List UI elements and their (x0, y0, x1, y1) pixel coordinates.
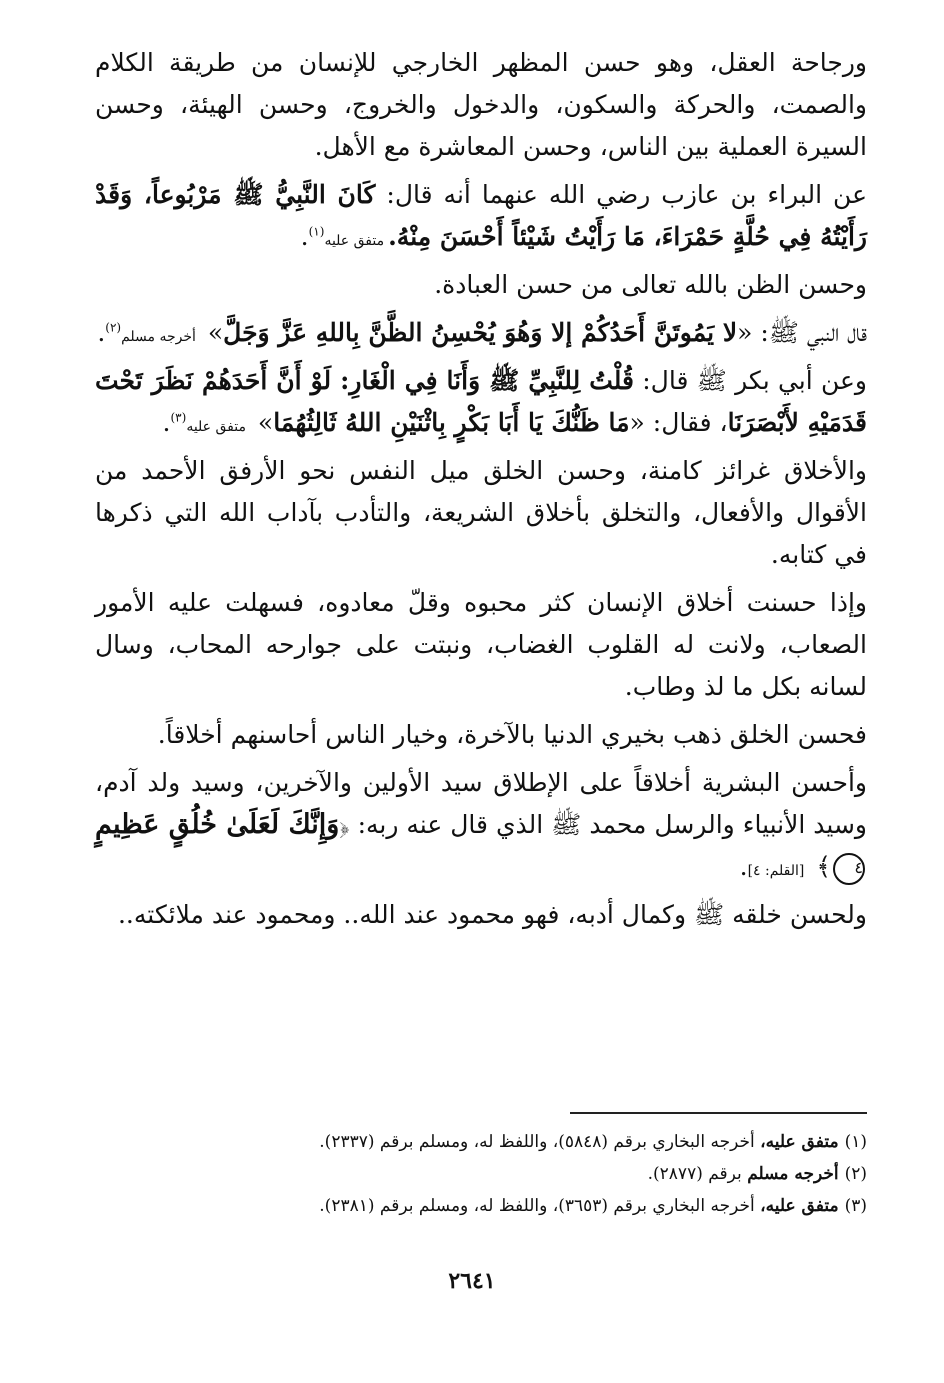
footnote-number: (٣) (844, 1196, 867, 1216)
footnote-text: برقم (٢٨٧٧). (647, 1164, 748, 1184)
citation: [القلم: ٤] (747, 863, 805, 879)
footnote-source: أخرجه مسلم (747, 1164, 839, 1184)
footnote-ref: (٢) (105, 320, 122, 335)
footnote-separator (570, 1112, 867, 1114)
paragraph (95, 714, 867, 756)
footnote-source: متفق عليه، (760, 1196, 839, 1216)
paragraph-text: وعن أبي بكر ﷺ قال: (634, 366, 867, 395)
footnote-ref: (٣) (170, 410, 187, 425)
paragraph-text: قال النبي ﷺ: « (737, 318, 867, 347)
paragraph-text: ﴾ (808, 852, 831, 881)
citation: أخرجه مسلم (121, 329, 196, 345)
footnote-source: متفق عليه، (760, 1132, 839, 1152)
footnote-text: أخرجه البخاري برقم (٣٦٥٣)، واللفظ له، ومسلم برقم (٢٣٨١). (319, 1196, 761, 1216)
paragraph-text: عن البراء بن عازب رضي الله عنهما أنه قال: (375, 180, 867, 209)
citation: متفق عليه (324, 233, 385, 249)
ayah-number-mark: ٤ (833, 853, 865, 885)
paragraph (95, 582, 867, 708)
footnote-text: أخرجه البخاري برقم (٥٨٤٨)، واللفظ له، ومسلم برقم (٢٣٣٧). (319, 1132, 761, 1152)
hadith-text: قُلْتُ لِلنَّبِيِّ ﷺ وَأَنَا فِي الْغَارِ: لَوْ أَنَّ أَحَدَهُمْ نَظَرَ تَحْتَ قَدَمَيْهِ لأَبْصَرَنَا (95, 366, 867, 437)
footnote-ref: (١) (308, 224, 325, 239)
page-number: ٢٦٤١ (448, 1268, 496, 1294)
quran-verse: وَإِنَّكَ لَعَلَىٰ خُلُقٍ عَظِيمٍ (95, 809, 340, 840)
footnote-number: (٢) (844, 1164, 867, 1184)
paragraph-text: . (739, 852, 748, 881)
paragraph-text: . (97, 318, 106, 347)
paragraph-text: والأخلاق غرائز كامنة، وحسن الخلق ميل النفس نحو الأرفق الأحمد من الأقوال والأفعال، والتخلق بأخلاق الشريعة، والتأدب بآداب الله التي ذكرها في كتابه. (95, 456, 867, 569)
paragraph (95, 174, 867, 258)
paragraph (95, 450, 867, 576)
footnote (95, 1127, 867, 1157)
paragraph-text: فحسن الخلق ذهب بخيري الدنيا بالآخرة، وخيار الناس أحاسنهم أخلاقاً. (157, 720, 867, 749)
paragraph-text: » (199, 318, 224, 347)
page-body (95, 42, 867, 942)
footnote (95, 1191, 867, 1221)
footnotes (95, 1127, 867, 1223)
paragraph (95, 312, 867, 354)
footnote-number: (١) (844, 1132, 867, 1152)
paragraph-text: وأحسن البشرية أخلاقاً على الإطلاق سيد الأولين والآخرين، وسيد ولد آدم، وسيد الأنبياء والرسل محمد ﷺ الذي قال عنه ربه: ﴿ (95, 768, 867, 839)
hadith-text: مَا ظَنُّكَ يَا أَبَا بَكْرٍ بِاثْنَيْنِ اللهُ ثَالِثُهُمَا (273, 408, 630, 437)
paragraph-text: ولحسن خلقه ﷺ وكمال أدبه، فهو محمود عند الله.. ومحمود عند ملائكته.. (117, 900, 867, 929)
paragraph-text: ورجاحة العقل، وهو حسن المظهر الخارجي للإنسان من طريقة الكلام والصمت، والحركة والسكون، والدخول والخروج، وحسن الهيئة، وحسن السيرة العملية بين الناس، وحسن المعاشرة مع الأهل. (95, 48, 867, 161)
paragraph (95, 894, 867, 936)
paragraph-text: وحسن الظن بالله تعالى من حسن العبادة. (434, 270, 867, 299)
footnote (95, 1159, 867, 1189)
paragraph (95, 762, 867, 888)
paragraph-text: . (300, 222, 309, 251)
paragraph-text: وإذا حسنت أخلاق الإنسان كثر محبوه وقلّ معادوه، فسهلت عليه الأمور الصعاب، ولانت له القلوب الغضاب، ونبتت على جوارحه المحاب، وسال لسانه بكل ما لذ وطاب. (95, 588, 867, 701)
paragraph-text: » (249, 408, 274, 437)
paragraph-text: . (162, 408, 171, 437)
hadith-text: كَانَ النَّبِيُّ ﷺ مَرْبُوعاً، وَقَدْ رَأَيْتُهُ فِي حُلَّةٍ حَمْرَاءَ، مَا رَأَيْتُ شَيْئاً أَحْسَنَ مِنْهُ. (95, 180, 867, 251)
paragraph (95, 42, 867, 168)
paragraph (95, 360, 867, 444)
paragraph-text: ، فقال: « (629, 408, 728, 437)
paragraph (95, 264, 867, 306)
citation: متفق عليه (186, 419, 246, 435)
hadith-text: لا يَمُوتَنَّ أَحَدُكُمْ إلا وَهُوَ يُحْسِنُ الظَّنَّ بِاللهِ عَزَّ وَجَلَّ (223, 318, 738, 347)
